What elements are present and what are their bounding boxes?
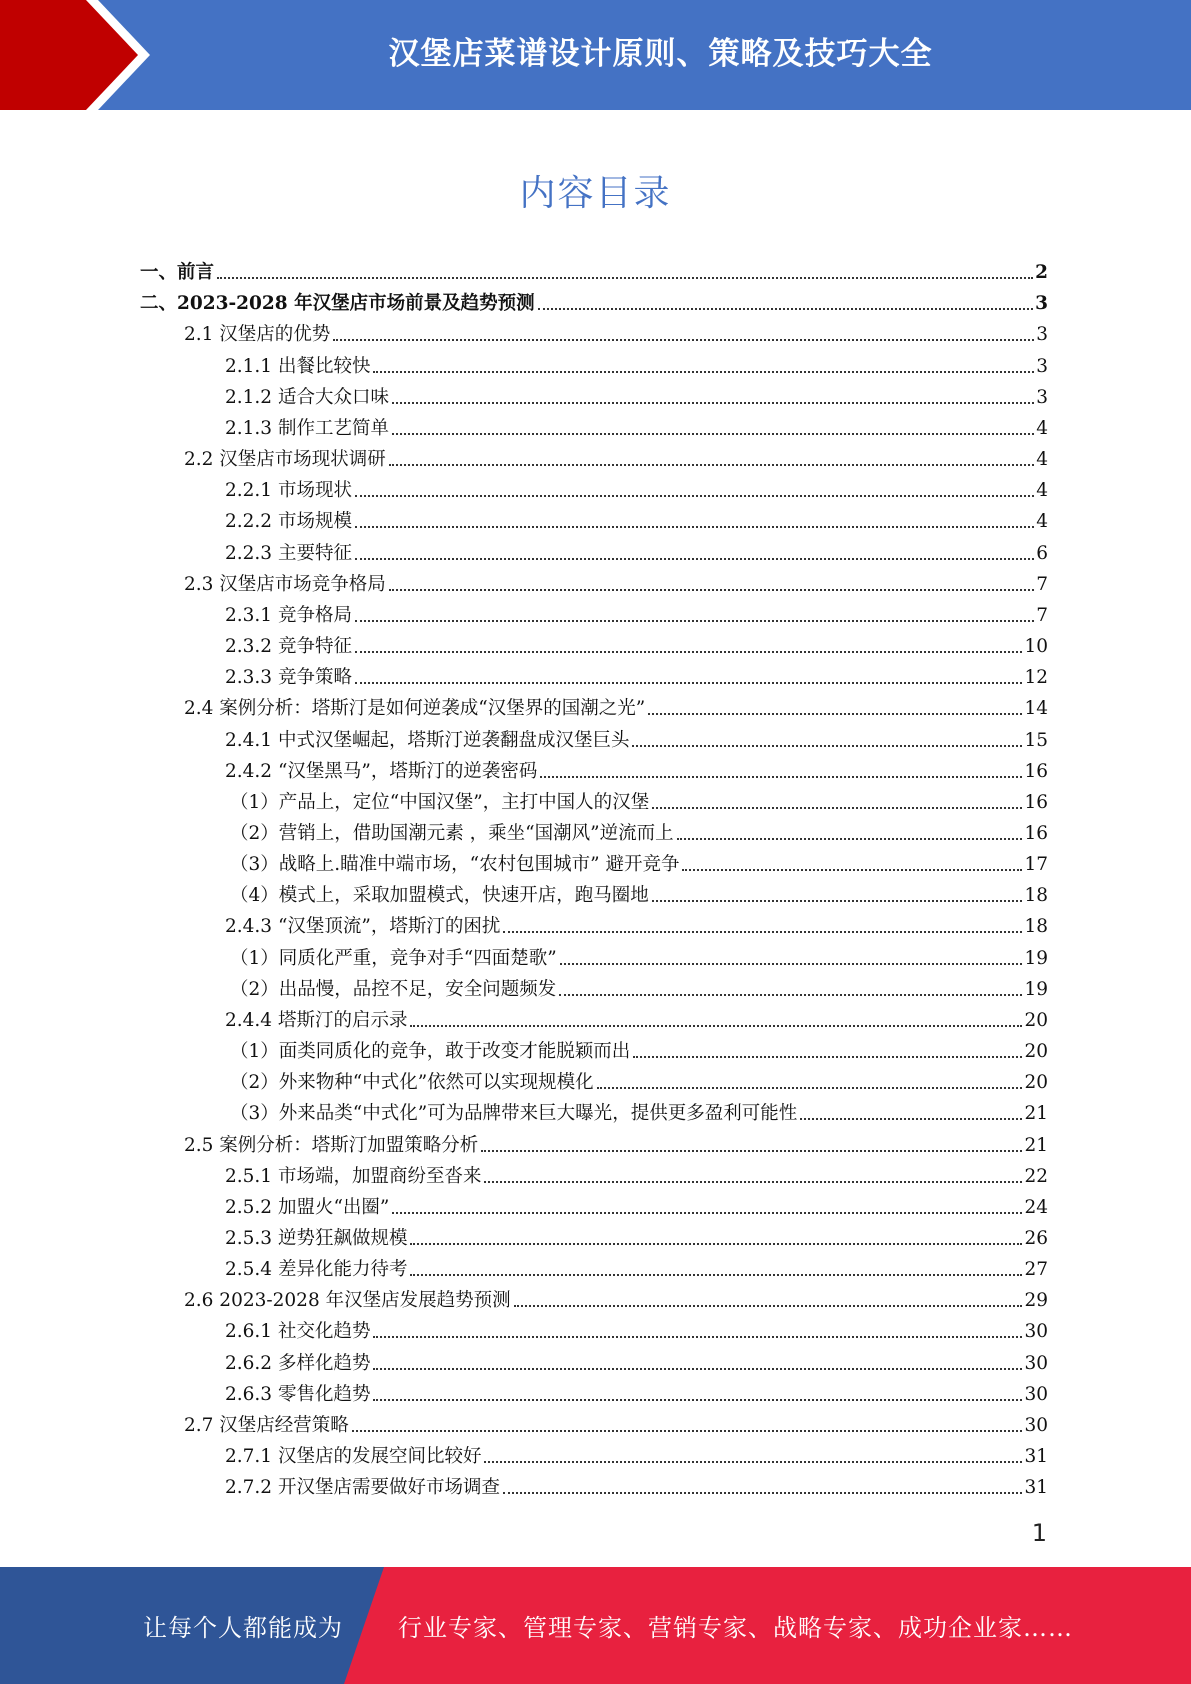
toc-entry-title: 2.2.2 市场规模 — [225, 511, 352, 533]
toc-entry[interactable] — [140, 596, 1048, 627]
toc-dot-leader — [217, 277, 1033, 279]
toc-dot-leader — [632, 745, 1022, 747]
toc-entry-page: 4 — [1036, 449, 1048, 471]
toc-entry-page: 18 — [1024, 885, 1048, 907]
toc-entry-title: （3）外来品类“中式化”可为品牌带来巨大曝光，提供更多盈利可能性 — [230, 1103, 798, 1125]
toc-entry-page: 31 — [1024, 1477, 1048, 1499]
toc-entry[interactable] — [140, 253, 1048, 284]
toc-entry-title: 2.3 汉堡店市场竞争格局 — [184, 573, 386, 595]
toc-entry-title: 2.7.2 开汉堡店需要做好市场调查 — [225, 1477, 500, 1499]
toc-entry[interactable] — [140, 689, 1048, 720]
toc-dot-leader — [652, 807, 1022, 809]
footer-banner — [0, 1567, 1191, 1684]
toc-dot-leader — [633, 1056, 1022, 1058]
toc-entry-title: 2.5.3 逆势狂飙做规模 — [225, 1228, 408, 1249]
toc-entry[interactable] — [140, 1406, 1048, 1437]
toc-dot-leader — [597, 1087, 1023, 1089]
toc-entry-page: 26 — [1024, 1228, 1048, 1249]
toc-dot-leader — [389, 464, 1034, 466]
toc-dot-leader — [481, 1150, 1022, 1152]
toc-entry-title: 2.4.3 “汉堡顶流”，塔斯汀的困扰 — [225, 916, 501, 938]
toc-entry[interactable] — [140, 440, 1048, 471]
toc-entry-title: 2.5.1 市场端，加盟商纷至沓来 — [225, 1165, 482, 1187]
toc-entry[interactable] — [140, 1312, 1048, 1343]
toc-entry[interactable] — [140, 876, 1048, 907]
toc-entry[interactable] — [140, 845, 1048, 876]
toc-entry-page: 4 — [1036, 511, 1048, 533]
toc-entry-title: （4）模式上，采取加盟模式，快速开店，跑马圈地 — [230, 885, 649, 907]
toc-entry-title: （1）同质化严重，竞争对手“四面楚歌” — [230, 947, 557, 969]
toc-entry-page: 20 — [1024, 1009, 1048, 1031]
toc-entry-page: 16 — [1024, 822, 1048, 844]
toc-entry-page: 12 — [1024, 667, 1048, 689]
toc-entry-page: 6 — [1036, 542, 1048, 564]
toc-entry[interactable] — [140, 1250, 1048, 1281]
toc-entry-title: 2.6.3 零售化趋势 — [225, 1383, 371, 1405]
toc-entry-title: 2.5 案例分析：塔斯汀加盟策略分析 — [184, 1134, 479, 1156]
toc-dot-leader — [503, 1492, 1022, 1494]
toc-entry[interactable] — [140, 720, 1048, 751]
toc-entry-title: 2.7 汉堡店经营策略 — [184, 1414, 349, 1436]
toc-entry-page: 18 — [1024, 916, 1048, 938]
toc-entry-page: 3 — [1036, 355, 1048, 377]
toc-dot-leader — [800, 1118, 1022, 1120]
toc-entry[interactable] — [140, 1219, 1048, 1250]
toc-dot-leader — [333, 339, 1034, 341]
toc-entry-page: 24 — [1024, 1196, 1048, 1218]
toc-entry-page: 19 — [1024, 978, 1048, 1000]
toc-entry[interactable] — [140, 533, 1048, 564]
toc-entry[interactable] — [140, 1281, 1048, 1312]
toc-entry[interactable] — [140, 783, 1048, 814]
toc-entry-page: 27 — [1024, 1259, 1048, 1281]
toc-entry-title: （2）营销上，借助国潮元素 ，乘坐“国潮风”逆流而上 — [230, 822, 674, 844]
toc-entry[interactable] — [140, 346, 1048, 377]
toc-entry-title: （3）战略上.瞄准中端市场，“农村包围城市” 避开竞争 — [230, 854, 680, 876]
toc-entry-title: 2.2.3 主要特征 — [225, 542, 352, 564]
toc-entry[interactable] — [140, 502, 1048, 533]
toc-entry[interactable] — [140, 814, 1048, 845]
toc-entry[interactable] — [140, 378, 1048, 409]
toc-entry[interactable] — [140, 565, 1048, 596]
toc-dot-leader — [682, 869, 1022, 871]
footer-slogan-right: 行业专家、管理专家、营销专家、战略专家、成功企业家…… — [398, 1614, 1073, 1642]
toc-entry[interactable] — [140, 1437, 1048, 1468]
toc-entry-title: 一、前言 — [140, 262, 215, 284]
toc-dot-leader — [559, 994, 1022, 996]
toc-entry-page: 19 — [1024, 947, 1048, 969]
toc-dot-leader — [652, 900, 1023, 902]
toc-entry-title: 2.6.2 多样化趋势 — [225, 1352, 371, 1374]
toc-dot-leader — [538, 308, 1034, 310]
toc-entry-page: 10 — [1024, 636, 1048, 658]
toc-entry-page: 21 — [1024, 1103, 1048, 1125]
toc-dot-leader — [392, 402, 1034, 404]
toc-dot-leader — [514, 1305, 1023, 1307]
toc-entry-title: 2.1.3 制作工艺简单 — [225, 417, 389, 439]
toc-entry[interactable] — [140, 1343, 1048, 1374]
toc-entry[interactable] — [140, 1094, 1048, 1125]
toc-entry-title: 2.1.2 适合大众口味 — [225, 386, 389, 408]
toc-entry-page: 4 — [1036, 480, 1048, 502]
toc-entry-title: （1）产品上，定位“中国汉堡”，主打中国人的汉堡 — [230, 791, 650, 813]
toc-entry-title: 2.4.2 “汉堡黑马”，塔斯汀的逆袭密码 — [225, 760, 538, 782]
toc-entry-title: 2.5.4 差异化能力待考 — [225, 1259, 408, 1281]
toc-dot-leader — [355, 620, 1034, 622]
toc-dot-leader — [355, 651, 1023, 653]
toc-entry-title: 2.1 汉堡店的优势 — [184, 324, 331, 346]
toc-entry-page: 3 — [1036, 324, 1048, 346]
toc-entry[interactable] — [140, 1032, 1048, 1063]
toc-dot-leader — [410, 1025, 1022, 1027]
toc-entry-title: （1）面类同质化的竞争，敢于改变才能脱颖而出 — [230, 1041, 631, 1063]
toc-entry-title: （2）外来物种“中式化”依然可以实现规模化 — [230, 1072, 594, 1094]
toc-entry-title: 2.7.1 汉堡店的发展空间比较好 — [225, 1446, 482, 1468]
toc-entry[interactable] — [140, 938, 1048, 969]
toc-entry-page: 17 — [1024, 854, 1048, 876]
toc-dot-leader — [355, 495, 1034, 497]
toc-entry[interactable] — [140, 284, 1048, 315]
toc-dot-leader — [355, 558, 1034, 560]
toc-entry-page: 30 — [1024, 1414, 1048, 1436]
toc-entry[interactable] — [140, 1188, 1048, 1219]
toc-dot-leader — [503, 931, 1022, 933]
toc-dot-leader — [410, 1274, 1022, 1276]
toc-dot-leader — [540, 776, 1022, 778]
toc-entry-page: 7 — [1036, 573, 1048, 595]
toc-entry-page: 7 — [1036, 604, 1048, 626]
toc-entry-title: 2.2 汉堡店市场现状调研 — [184, 449, 386, 471]
toc-entry[interactable] — [140, 1375, 1048, 1406]
toc-entry[interactable] — [140, 1125, 1048, 1156]
toc-dot-leader — [484, 1461, 1022, 1463]
toc-entry-page: 30 — [1024, 1383, 1048, 1405]
toc-entry-title: 二、2023-2028 年汉堡店市场前景及趋势预测 — [140, 293, 535, 315]
toc-dot-leader — [373, 371, 1034, 373]
toc-entry[interactable] — [140, 1001, 1048, 1032]
toc-dot-leader — [373, 1368, 1022, 1370]
toc-entry-page: 16 — [1024, 791, 1048, 813]
toc-entry-page: 21 — [1024, 1134, 1048, 1156]
toc-entry[interactable] — [140, 627, 1048, 658]
toc-entry-page: 15 — [1024, 729, 1048, 751]
toc-entry-page: 3 — [1036, 386, 1048, 408]
toc-entry-title: 2.3.3 竞争策略 — [225, 667, 352, 689]
toc-entry-page: 29 — [1024, 1290, 1048, 1312]
toc-title: 内容目录 — [519, 173, 672, 214]
toc-entry-page: 14 — [1024, 698, 1048, 720]
toc-entry-page: 16 — [1024, 760, 1048, 782]
toc-dot-leader — [373, 1399, 1022, 1401]
toc-dot-leader — [355, 526, 1034, 528]
toc-entry-title: （2）出品慢，品控不足，安全问题频发 — [230, 978, 557, 1000]
toc-entry-title: 2.2.1 市场现状 — [225, 480, 352, 502]
toc-entry-title: 2.1.1 出餐比较快 — [225, 355, 371, 377]
toc-dot-leader — [484, 1181, 1022, 1183]
toc-dot-leader — [355, 682, 1023, 684]
toc-dot-leader — [648, 713, 1022, 715]
toc-dot-leader — [373, 1336, 1022, 1338]
toc-entry-page: 31 — [1024, 1446, 1048, 1468]
toc-entry-title: 2.6 2023-2028 年汉堡店发展趋势预测 — [184, 1290, 511, 1312]
toc-entry-page: 2 — [1035, 262, 1048, 284]
toc-entry-title: 2.4.4 塔斯汀的启示录 — [225, 1009, 408, 1031]
toc-dot-leader — [352, 1430, 1023, 1432]
toc-dot-leader — [392, 433, 1034, 435]
footer-slogan-left: 让每个人都能成为 — [143, 1614, 343, 1642]
toc-entry[interactable] — [140, 1468, 1048, 1499]
toc-entry-title: 2.3.2 竞争特征 — [225, 636, 352, 658]
toc-entry-title: 2.6.1 社交化趋势 — [225, 1321, 371, 1343]
toc-entry-page: 30 — [1024, 1352, 1048, 1374]
toc-entry[interactable] — [140, 907, 1048, 938]
toc-entry-title: 2.4 案例分析：塔斯汀是如何逆袭成“汉堡界的国潮之光” — [184, 698, 646, 720]
toc-entry[interactable] — [140, 315, 1048, 346]
toc-entry-page: 22 — [1024, 1165, 1048, 1187]
toc-entry[interactable] — [140, 1157, 1048, 1188]
toc-entry-page: 4 — [1036, 417, 1048, 439]
table-of-contents — [140, 253, 1048, 1499]
toc-entry-title: 2.5.2 加盟火“出圈” — [225, 1196, 390, 1218]
document-title: 汉堡店菜谱设计原则、策略及技巧大全 — [388, 35, 933, 72]
page-number: 1 — [1031, 1519, 1047, 1547]
toc-entry[interactable] — [140, 752, 1048, 783]
toc-entry[interactable] — [140, 1063, 1048, 1094]
header-banner — [0, 0, 1191, 110]
toc-entry-title: 2.4.1 中式汉堡崛起，塔斯汀逆袭翻盘成汉堡巨头 — [225, 729, 630, 751]
toc-dot-leader — [560, 963, 1023, 965]
toc-entry-title: 2.3.1 竞争格局 — [225, 604, 352, 626]
toc-dot-leader — [389, 589, 1034, 591]
toc-entry[interactable] — [140, 970, 1048, 1001]
toc-entry-page: 30 — [1024, 1321, 1048, 1343]
toc-entry-page: 20 — [1024, 1072, 1048, 1094]
toc-entry-page: 3 — [1035, 293, 1048, 315]
toc-entry[interactable] — [140, 471, 1048, 502]
toc-dot-leader — [410, 1243, 1022, 1245]
toc-entry[interactable] — [140, 409, 1048, 440]
toc-dot-leader — [677, 838, 1023, 840]
toc-dot-leader — [392, 1212, 1022, 1214]
toc-entry[interactable] — [140, 658, 1048, 689]
toc-entry-page: 20 — [1024, 1041, 1048, 1063]
